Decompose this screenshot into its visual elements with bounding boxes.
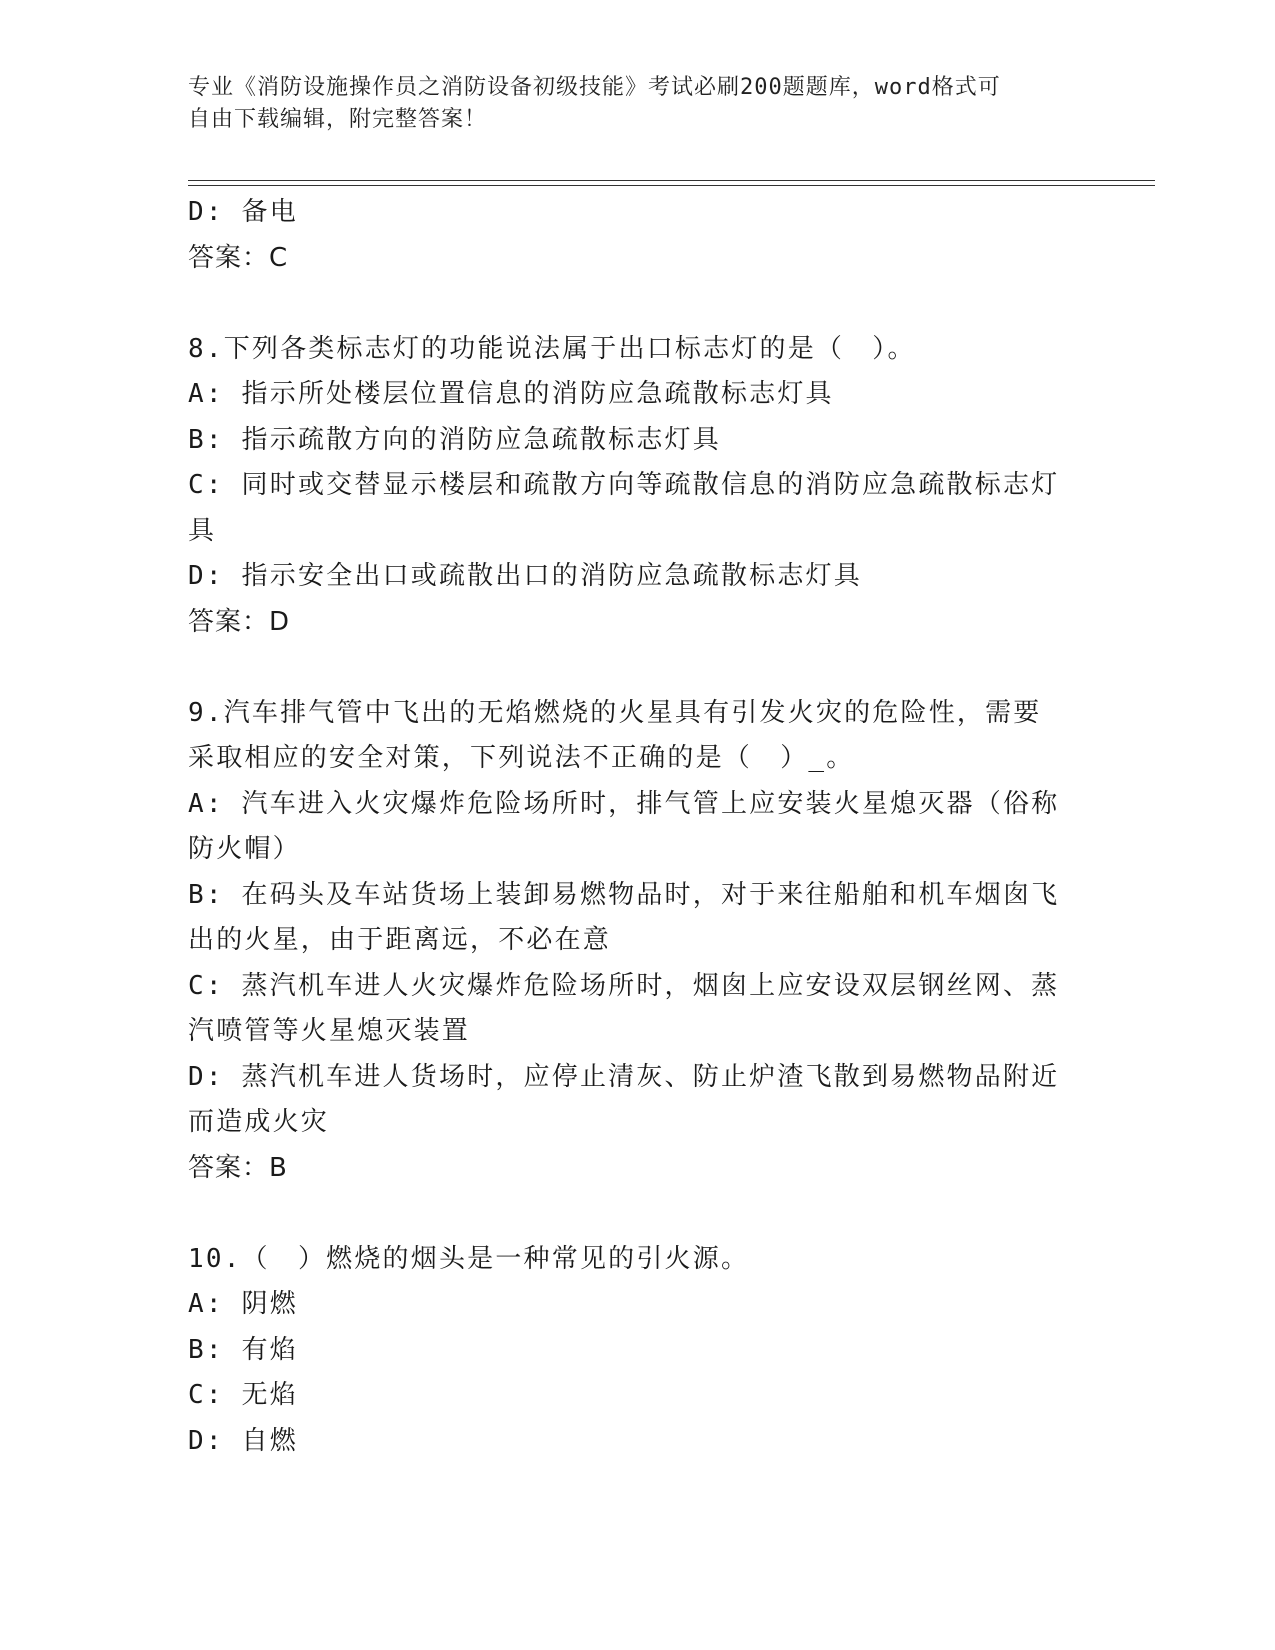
option-c: C: 无焰 — [188, 1380, 298, 1410]
prev-question-tail — [188, 190, 1088, 281]
question-10 — [188, 1237, 1088, 1465]
option-d: D: 指示安全出口或疏散出口的消防应急疏散标志灯具 — [188, 561, 862, 591]
question-text-line-2: 采取相应的安全对策，下列说法不正确的是（ ）_。 — [188, 743, 855, 773]
option-c-line-2: 汽喷管等火星熄灭装置 — [188, 1016, 471, 1046]
option-a-line-1: A: 汽车进入火灾爆炸危险场所时，排气管上应安装火星熄灭器（俗称 — [188, 788, 1060, 819]
option-d: D: 自燃 — [188, 1425, 298, 1456]
option-b-line-2: 出的火星，由于距离远，不必在意 — [188, 925, 612, 955]
question-text-line-1: 9.汽车排气管中飞出的无焰燃烧的火星具有引发火灾的危险性，需要 — [188, 697, 1042, 728]
question-9 — [188, 691, 1088, 1192]
option-a: A: 阴燃 — [188, 1289, 298, 1319]
option-d-line-1: D: 蒸汽机车进人货场时，应停止清灰、防止炉渣飞散到易燃物品附近 — [188, 1061, 1060, 1092]
question-8 — [188, 327, 1088, 646]
question-text: 10.（ ）燃烧的烟头是一种常见的引火源。 — [188, 1243, 750, 1274]
option-b-line-1: B: 在码头及车站货场上装卸易燃物品时，对于来往船舶和机车烟囱飞 — [188, 879, 1060, 910]
header-divider-top — [188, 180, 1155, 181]
option-b: B: 指示疏散方向的消防应急疏散标志灯具 — [188, 424, 721, 455]
answer: 答案：D — [188, 606, 291, 637]
option-b: B: 有焰 — [188, 1334, 298, 1365]
spacer — [188, 645, 1088, 691]
option-c-line-1: C: 同时或交替显示楼层和疏散方向等疏散信息的消防应急疏散标志灯 — [188, 470, 1060, 500]
header-title-line-2: 自由下载编辑，附完整答案！ — [188, 107, 488, 132]
option-a: A: 指示所处楼层位置信息的消防应急疏散标志灯具 — [188, 379, 834, 409]
answer: 答案：C — [188, 242, 289, 273]
option-d: D: 备电 — [188, 197, 298, 227]
option-a-line-2: 防火帽） — [188, 834, 301, 864]
question-content — [188, 190, 1088, 1464]
option-d-line-2: 而造成火灾 — [188, 1107, 330, 1137]
document-header — [188, 72, 1088, 136]
spacer — [188, 281, 1088, 327]
header-title-line-1: 专业《消防设施操作员之消防设备初级技能》考试必刷200题题库，word格式可 — [188, 75, 1001, 100]
header-divider-bottom — [188, 185, 1155, 186]
option-c-line-1: C: 蒸汽机车进人火灾爆炸危险场所时，烟囱上应安设双层钢丝网、蒸 — [188, 970, 1060, 1001]
option-c-line-2: 具 — [188, 515, 217, 546]
answer: 答案：B — [188, 1152, 288, 1183]
spacer — [188, 1191, 1088, 1237]
question-text: 8.下列各类标志灯的功能说法属于出口标志灯的是（ ）。 — [188, 333, 916, 364]
